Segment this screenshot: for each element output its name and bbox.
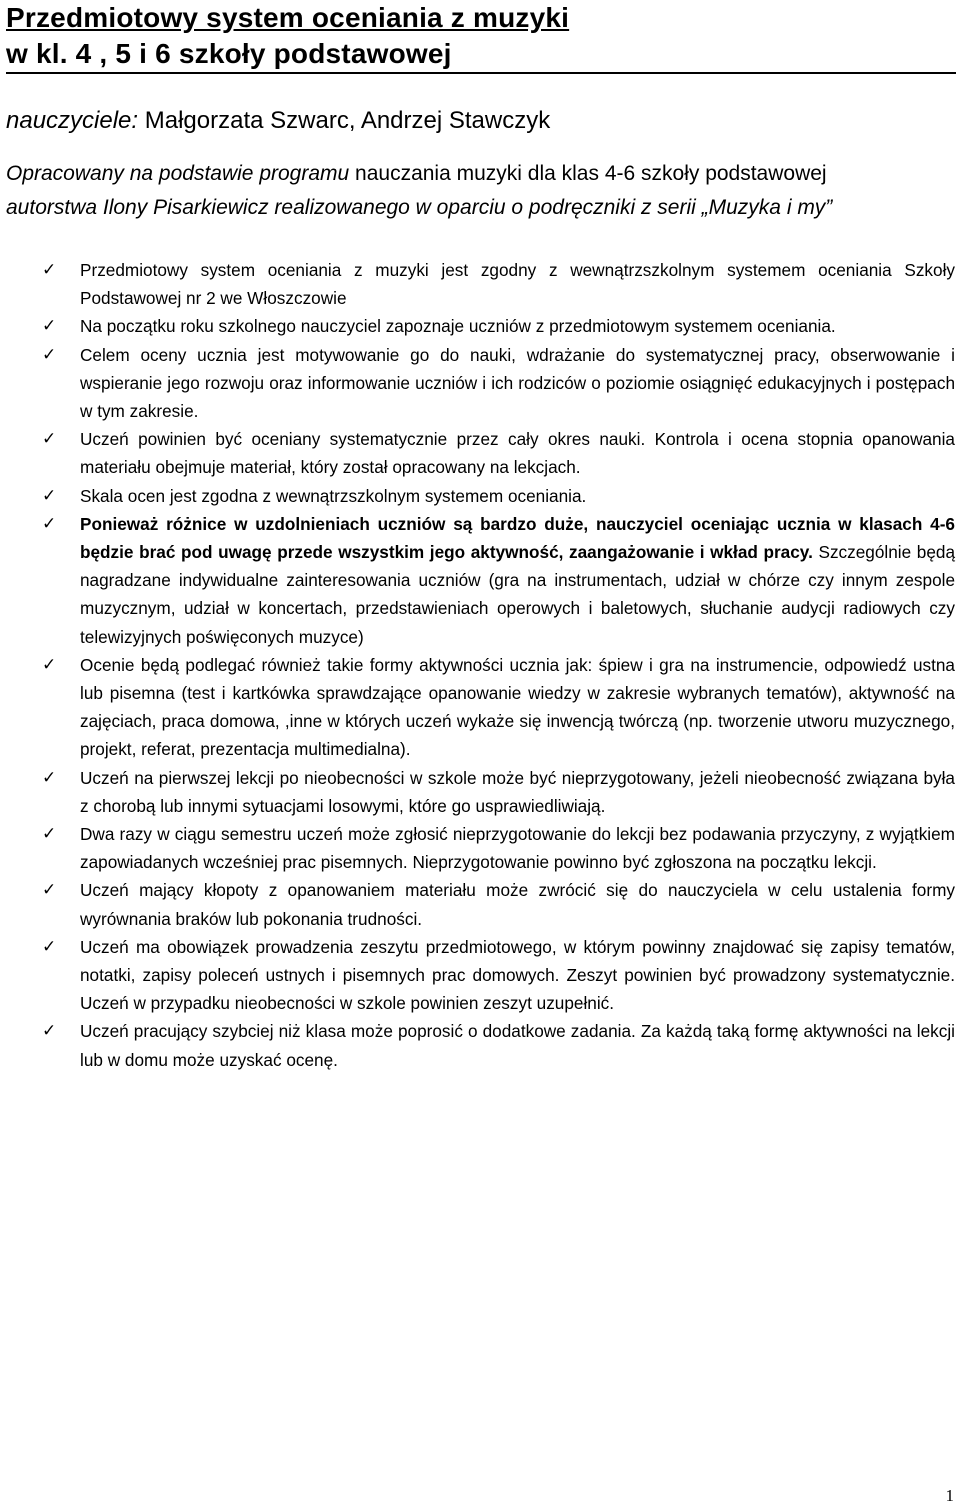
checkmark-icon: ✓ xyxy=(42,880,57,901)
checkmark-icon: ✓ xyxy=(42,344,57,365)
list-item xyxy=(0,764,960,820)
list-item-text: Dwa razy w ciągu semestru uczeń może zgłosić nieprzygotowanie do lekcji bez podawania przyczyny, z wyjątkiem zapowiadanych wcześniej prac pisemnych. Nieprzygotowanie powinno być zgłoszona na początku lekcji. xyxy=(80,824,955,873)
list-item-text: Uczeń ma obowiązek prowadzenia zeszytu przedmiotowego, w którym powinny znajdować się zapisy tematów, notatki, zapisy poleceń ustnych i pisemnych prac domowych. Zeszyt powinien być prowadzony systematycznie. Uczeń w przypadku nieobecności w szkole powinien zeszyt uzupełnić. xyxy=(80,936,955,1014)
list-item-text: Celem oceny ucznia jest motywowanie go do nauki, wdrażanie do systematycznej pracy, obserwowanie i wspieranie jego rozwoju oraz informowanie uczniów i ich rodziców o poziomie osiągnięć edukacyjnych i postępach w tym zakresie. xyxy=(80,344,955,422)
list-item-text: Skala ocen jest zgodna z wewnątrzszkolnym systemem oceniania. xyxy=(80,485,587,506)
list-item-text: Uczeń na pierwszej lekcji po nieobecności w szkole może być nieprzygotowany, jeżeli nieobecność związana była z chorobą lub innymi sytuacjami losowymi, które go usprawiedliwiają. xyxy=(80,767,955,816)
program-line-2: autorstwa Ilony Pisarkiewicz realizowanego w oparciu o podręczniki z serii „Muzyka i my” xyxy=(6,196,833,219)
list-item-text: Szczególnie będą nagradzane indywidualne zainteresowania uczniów (gra na instrumentach, udział w chórze czy innym zespole muzycznym, udział w koncertach, przedstawieniach operowych i baletowych, słuchanie audycji radiowych czy telewizyjnych poświęconych muzyce) xyxy=(80,542,956,647)
list-item-text: Uczeń powinien być oceniany systematycznie przez cały okres nauki. Kontrola i ocena stopnia opanowania materiału obejmuje materiał, który został opracowany na lekcjach. xyxy=(80,429,955,478)
list-item-text: Uczeń mający kłopoty z opanowaniem materiału może zwrócić się do nauczyciela w celu ustalenia formy wyrównania braków lub pokonania trudności. xyxy=(80,880,955,929)
list-item xyxy=(0,256,960,312)
checkmark-icon: ✓ xyxy=(42,260,57,280)
list-item-text: Ocenie będą podlegać również takie formy aktywności ucznia jak: śpiew i gra na instrumencie, odpowiedź ustna lub pisemna (test i kartkówka sprawdzające opanowanie wiedzy w zakresie wybranych tematów), aktywność na zajęciach, praca domowa, ,inne w których uczeń wykaże się inwencją twórczą (np. tworzenie utworu muzycznego, projekt, referat, prezentacja multimedialna). xyxy=(80,654,955,760)
list-item-text: Przedmiotowy system oceniania z muzyki jest zgodny z wewnątrzszkolnym systemem oceniania Szkoły Podstawowej nr 2 we Włoszczowie xyxy=(80,260,955,309)
program-line-1-italic: Opracowany na podstawie programu xyxy=(6,162,350,185)
list-item xyxy=(0,820,960,876)
list-item xyxy=(0,425,960,481)
program-basis xyxy=(6,157,956,225)
list-item-text: Na początku roku szkolnego nauczyciel zapoznaje uczniów z przedmiotowym systemem oceniania. xyxy=(80,316,836,337)
checkmark-icon: ✓ xyxy=(42,824,57,845)
title-line-2: w kl. 4 , 5 i 6 szkoły podstawowej xyxy=(6,38,452,69)
program-line-1 xyxy=(6,157,956,191)
checkmark-icon: ✓ xyxy=(42,429,57,450)
list-item xyxy=(0,1017,960,1073)
list-item xyxy=(0,482,960,510)
list-item xyxy=(0,933,960,1018)
list-item xyxy=(0,876,960,932)
page-number: 1 xyxy=(945,1486,954,1505)
checkmark-icon: ✓ xyxy=(42,1021,57,1042)
list-item-bold-text: Ponieważ różnice w uzdolnieniach uczniów są bardzo duże, nauczyciel oceniając ucznia w klasach 4-6 będzie brać pod uwagę przede wszystkim jego aktywność, zaangażowanie i wkład pracy. xyxy=(80,513,955,563)
list-item xyxy=(0,341,960,426)
teachers-label: nauczyciele: xyxy=(6,107,139,134)
checkmark-icon: ✓ xyxy=(42,767,57,788)
program-line-1-rest: nauczania muzyki dla klas 4-6 szkoły podstawowej xyxy=(349,162,827,185)
checkmark-icon: ✓ xyxy=(42,513,57,534)
title-line-1: Przedmiotowy system oceniania z muzyki xyxy=(6,2,570,33)
checkmark-icon: ✓ xyxy=(42,654,57,675)
rules-list xyxy=(0,256,960,1074)
checkmark-icon: ✓ xyxy=(42,485,57,506)
document-title xyxy=(6,0,956,74)
list-item xyxy=(0,312,960,340)
checkmark-icon: ✓ xyxy=(42,936,57,957)
list-item xyxy=(0,510,960,651)
checkmark-icon: ✓ xyxy=(42,316,57,337)
teachers-names: Małgorzata Szwarc, Andrzej Stawczyk xyxy=(138,107,551,134)
teachers-line xyxy=(6,104,550,138)
list-item xyxy=(0,651,960,764)
list-item-text: Uczeń pracujący szybciej niż klasa może poprosić o dodatkowe zadania. Za każdą taką formę aktywności na lekcji lub w domu może uzyskać ocenę. xyxy=(80,1021,955,1070)
